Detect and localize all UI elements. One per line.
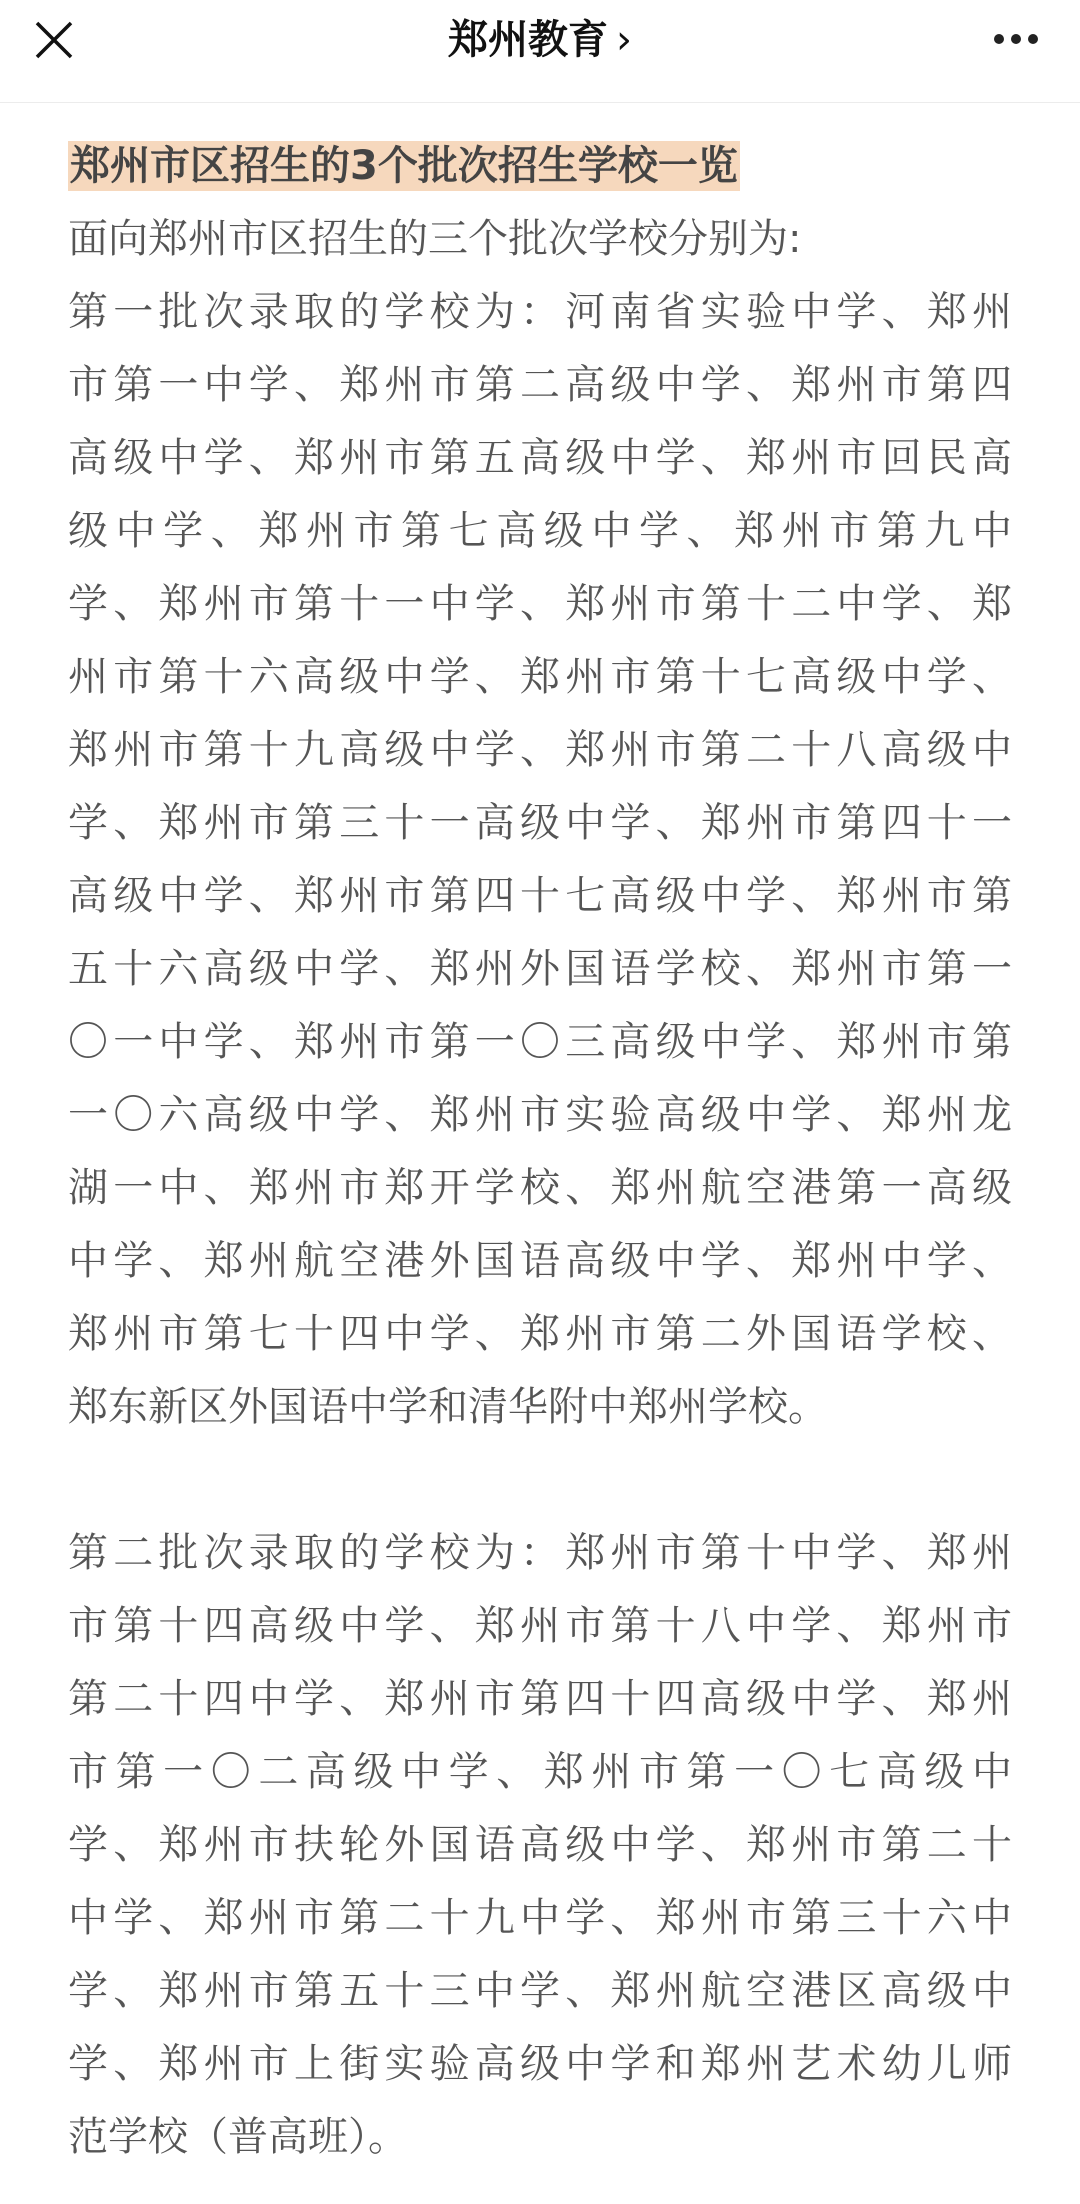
paragraph-line: 郑州市第七十四中学、郑州市第二外国语学校、 (68, 1311, 1012, 1357)
account-name: 郑州教育 (448, 17, 608, 63)
paragraph-line: 州市第十六高级中学、郑州市第十七高级中学、 (68, 654, 1012, 700)
paragraph-line: 市第一中学、郑州市第二高级中学、郑州市第四 (68, 362, 1012, 408)
paragraph-line: 〇一中学、郑州市第一〇三高级中学、郑州市第 (68, 1019, 1012, 1065)
paragraph-line: 中学、郑州航空港外国语高级中学、郑州中学、 (68, 1238, 1012, 1284)
paragraph-line: 第一批次录取的学校为：河南省实验中学、郑州 (68, 289, 1012, 335)
section-title: 郑州市区招生的3个批次招生学校一览 (70, 143, 738, 189)
top-nav-bar (0, 0, 1080, 103)
batch2-paragraph (68, 1517, 1012, 2174)
paragraph-line: 学、郑州市上街实验高级中学和郑州艺术幼儿师 (68, 2041, 1012, 2087)
paragraph-line: 一〇六高级中学、郑州市实验高级中学、郑州龙 (68, 1092, 1012, 1138)
paragraph-line: 学、郑州市扶轮外国语高级中学、郑州市第二十 (68, 1822, 1012, 1868)
paragraph-line: 学、郑州市第十一中学、郑州市第十二中学、郑 (68, 581, 1012, 627)
paragraph-line: 第二十四中学、郑州市第四十四高级中学、郑州 (68, 1676, 1012, 1722)
account-name-link[interactable] (0, 14, 1080, 66)
paragraph-line: 学、郑州市第五十三中学、郑州航空港区高级中 (68, 1968, 1012, 2014)
batch1-paragraph (68, 276, 1012, 1444)
intro-text: 面向郑州市区招生的三个批次学校分别为: (68, 216, 802, 262)
paragraph-line: 五十六高级中学、郑州外国语学校、郑州市第一 (68, 946, 1012, 992)
more-icon[interactable] (994, 34, 1038, 44)
paragraph-line: 郑州市第十九高级中学、郑州市第二十八高级中 (68, 727, 1012, 773)
paragraph-line: 学、郑州市第三十一高级中学、郑州市第四十一 (68, 800, 1012, 846)
paragraph-line: 湖一中、郑州市郑开学校、郑州航空港第一高级 (68, 1165, 1012, 1211)
paragraph-line: 范学校（普高班）。 (68, 2114, 408, 2160)
paragraph-line: 高级中学、郑州市第四十七高级中学、郑州市第 (68, 873, 1012, 919)
paragraph-line: 第二批次录取的学校为：郑州市第十中学、郑州 (68, 1530, 1012, 1576)
paragraph-line: 中学、郑州市第二十九中学、郑州市第三十六中 (68, 1895, 1012, 1941)
paragraph-line: 高级中学、郑州市第五高级中学、郑州市回民高 (68, 435, 1012, 481)
chevron-right-icon: › (616, 17, 632, 63)
paragraph-line: 级中学、郑州市第七高级中学、郑州市第九中 (68, 508, 1012, 554)
article-body (68, 130, 1012, 2174)
paragraph-line: 市第十四高级中学、郑州市第十八中学、郑州市 (68, 1603, 1012, 1649)
paragraph-line: 市第一〇二高级中学、郑州市第一〇七高级中 (68, 1749, 1012, 1795)
paragraph-line: 郑东新区外国语中学和清华附中郑州学校。 (68, 1384, 828, 1430)
